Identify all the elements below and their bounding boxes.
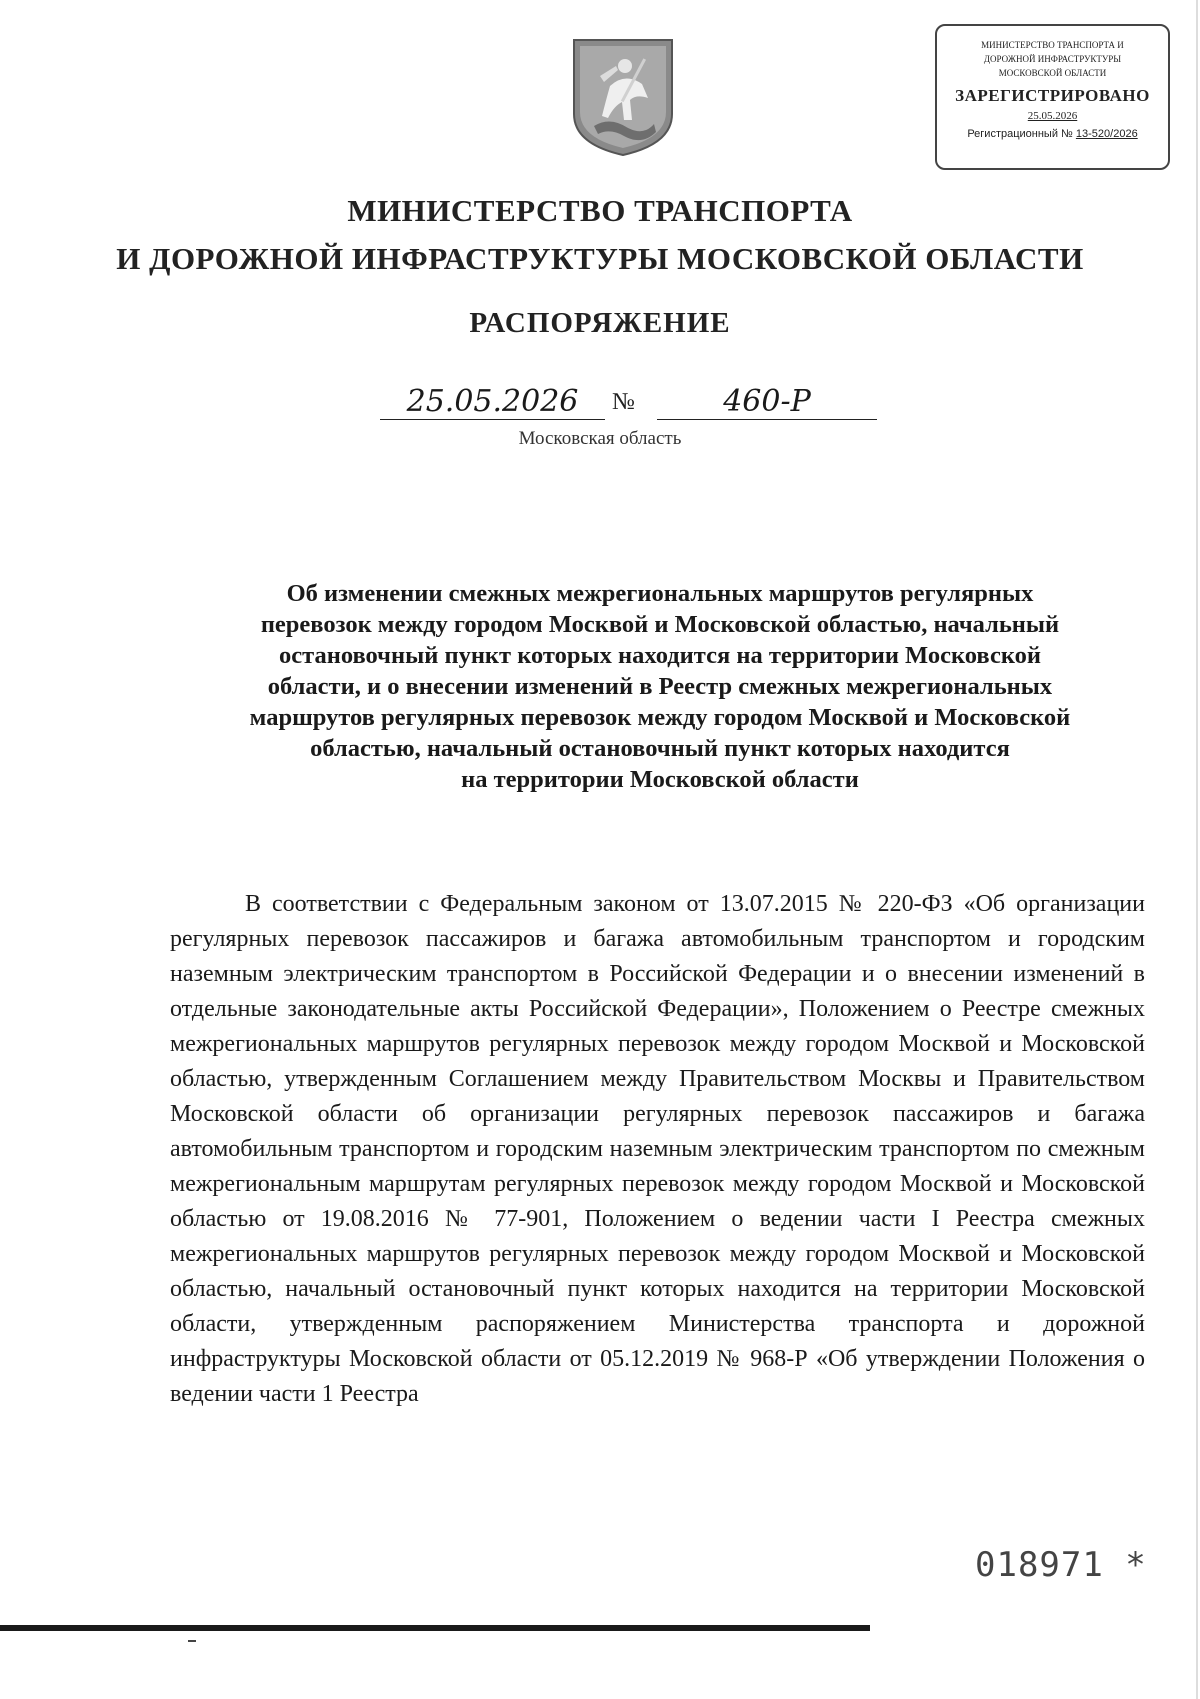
body-paragraph: В соответствии с Федеральным законом от 13.07.2015 № 220-ФЗ «Об организации регулярных перевозок пассажиров и багажа автомобильным транспортом и городским наземным электрическим транспортом в Российской Федерации и о внесении изменений в отдельные законодательные акты Российской Федерации», Положением о Реестре смежных межрегиональных маршрутов регулярных перевозок между городом Москвой и Московской областью, утвержденным Соглашением между Правительством Москвы и Правительством Московской области об организации регулярных перевозок пассажиров и багажа автомобильным транспортом и городским наземным электрическим транспортом по смежным межрегиональным маршрутам регулярных перевозок между городом Москвой и Московской областью от 19.08.2016 № 77-901, Положением о ведении части I Реестра смежных межрегиональных маршрутов регулярных перевозок между городом Москвой и Московской областью, начальный остановочный пункт которых находится на территории Московской области, утвержденным распоряжением Министерства транспорта и дорожной инфраструктуры Московской области от 05.12.2019 № 968-Р «Об утверждении Положения о ведении части 1 Реестра: [170, 891, 1145, 1407]
ministry-title-line1: МИНИСТЕРСТВО ТРАНСПОРТА: [347, 193, 853, 228]
registration-stamp: [935, 24, 1170, 170]
ministry-title-line2: И ДОРОЖНОЙ ИНФРАСТРУКТУРЫ МОСКОВСКОЙ ОБЛАСТИ: [116, 241, 1084, 276]
stamp-status: ЗАРЕГИСТРИРОВАНО: [955, 86, 1150, 105]
date-number-line: [372, 384, 892, 424]
subject-line: областью, начальный остановочный пункт которых находится: [310, 735, 1010, 762]
subject-line: Об изменении смежных межрегиональных маршрутов регулярных: [286, 580, 1034, 607]
stamp-reg-number-line: [937, 128, 1168, 140]
subject-line: маршрутов регулярных перевозок между городом Москвой и Московской: [249, 704, 1071, 731]
stamp-org-line3: МОСКОВСКОЙ ОБЛАСТИ: [998, 68, 1107, 78]
document-type: РАСПОРЯЖЕНИЕ: [469, 307, 731, 339]
subject-line: области, и о внесении изменений в Реестр смежных межрегиональных: [267, 673, 1053, 700]
subject-line: на территории Московской области: [461, 766, 859, 793]
stamp-reg-number: 13-520/2026: [1075, 128, 1138, 140]
stamp-reg-label: Регистрационный №: [967, 128, 1073, 140]
bottom-rule: [0, 1625, 870, 1631]
stamp-org-line2: ДОРОЖНОЙ ИНФРАСТРУКТУРЫ: [983, 54, 1122, 64]
ministry-title: [0, 187, 1200, 283]
stamp-org-line1: МИНИСТЕРСТВО ТРАНСПОРТА И: [981, 40, 1124, 50]
form-serial-number: 018971 *: [975, 1545, 1147, 1585]
scan-mark: [188, 1640, 196, 1642]
number-sign: №: [612, 389, 635, 415]
document-date: 25.05.2026: [380, 384, 605, 420]
subject-line: остановочный пункт которых находится на территории Московской: [279, 642, 1041, 669]
document-number: 460-Р: [657, 384, 877, 420]
moscow-region-coat-of-arms-icon: [570, 36, 676, 158]
document-place: Московская область: [518, 428, 682, 449]
stamp-date: 25.05.2026: [1027, 110, 1078, 122]
document-subject: [170, 578, 1150, 795]
subject-line: перевозок между городом Москвой и Московской областью, начальный: [260, 611, 1060, 638]
